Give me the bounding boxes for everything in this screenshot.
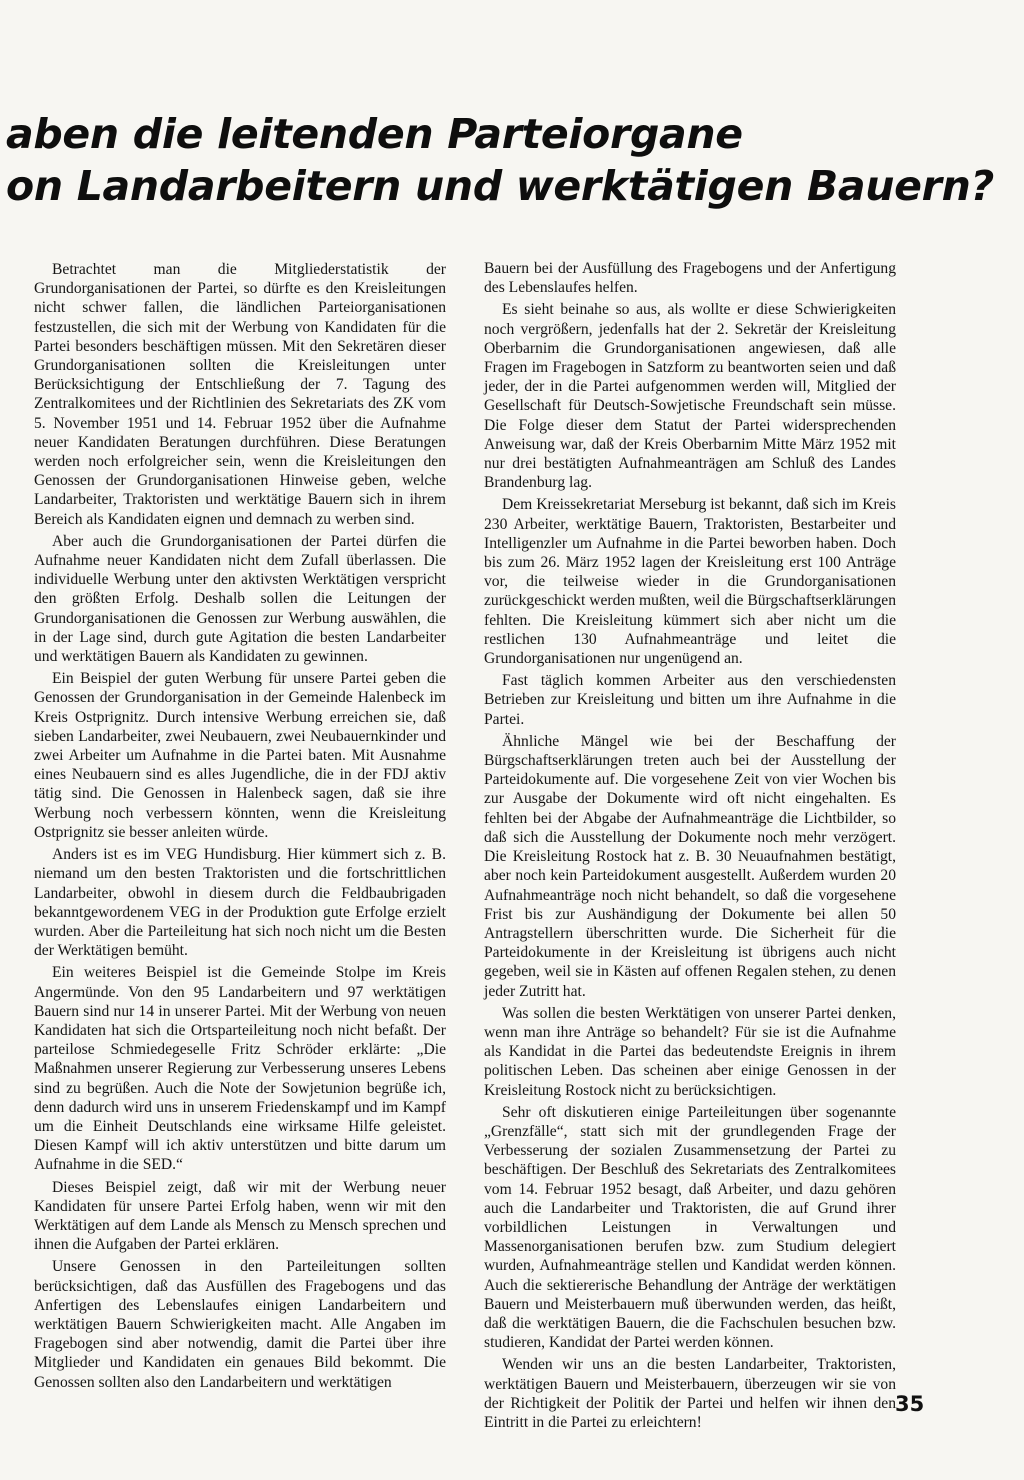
- paragraph: Betrachtet man die Mitgliederstatistik der Grundorganisationen der Partei, so dürfte es den Kreisleitungen nicht schwer fallen, die ländlichen Parteiorganisationen festzustellen, die sich mit der Werbung von Kandidaten für die Partei besonders beschäftigen müssen. Mit den Sekretären dieser Grundorganisationen sollten die Kreisleitungen unter Berücksichtigung der Entschließung der 7. Tagung des Zentralkomitees und der Richtlinien des Sekretariats des ZK vom 5. November 1951 und 14. Februar 1952 über die Aufnahme neuer Kandidaten Beratungen durchführen. Diese Beratungen werden noch erfolgreicher sein, wenn die Kreisleitungen den Genossen der Grundorganisationen Hinweise geben, welche Landarbeiter, Traktoristen und werktätige Bauern sich in ihrem Bereich als Kandidaten eignen und demnach zu werben sind.: [34, 261, 446, 528]
- page-number: 35: [895, 1392, 925, 1416]
- paragraph: Ein weiteres Beispiel ist die Gemeinde Stolpe im Kreis Angermünde. Von den 95 Landarbeitern und 97 werktätigen Bauern sind nur 14 in unserer Partei. Mit der Werbung von neuen Kandidaten hat sich die Ortsparteileitung noch nicht befaßt. Der parteilose Schmiedegeselle Fritz Schröder erklärte: „Die Maßnahmen unserer Regierung zur Verbesserung unseres Lebens sind zu begrüßen. Auch die Note der Sowjetunion begrüße ich, denn dadurch wird uns in unserem Friedenskampf und im Kampf um die Einheit Deutschlands eine wirksame Hilfe geleistet. Diesen Kampf will ich aktiv unterstützen und bitte darum um Aufnahme in die SED.“: [34, 964, 446, 1174]
- paragraph: Es sieht beinahe so aus, als wollte er diese Schwierigkeiten noch vergrößern, jedenfalls hat der 2. Sekretär der Kreisleitung Oberbarnim die Grundorganisationen angewiesen, daß alle Fragen im Fragebogen in Satzform zu beantworten seien und daß jeder, der in die Partei aufgenommen werden will, Mitglied der Gesellschaft für Deutsch-Sowjetische Freundschaft sein müsse. Die Folge dieser dem Statut der Partei widersprechenden Anweisung war, daß der Kreis Oberbarnim Mitte März 1952 mit nur drei bestätigten Aufnahmeanträgen am Schluß des Landes Brandenburg lag.: [484, 301, 896, 492]
- paragraph: Anders ist es im VEG Hundisburg. Hier kümmert sich z. B. niemand um den besten Traktoristen und die fortschrittlichen Landarbeiter, obwohl in diesem durch die Feldbaubrigaden bekanntgewordenem VEG in der Produktion gute Erfolge erzielt wurden. Aber die Parteileitung hat sich noch nicht um die Besten der Werktätigen bemüht.: [34, 846, 446, 960]
- paragraph: Ähnliche Mängel wie bei der Beschaffung der Bürgschaftserklärungen treten auch bei der Ausstellung der Parteidokumente auf. Die vorgesehene Zeit von vier Wochen bis zur Ausgabe der Dokumente wird oft nicht eingehalten. Es fehlten bei der Abgabe der Aufnahmeanträge die Lichtbilder, so daß sich die Ausstellung der Dokumente noch mehr verzögert. Die Kreisleitung Rostock hat z. B. 30 Neuaufnahmen bestätigt, aber noch kein Parteidokument ausgestellt. Außerdem wurden 20 Aufnahmeanträge noch nicht behandelt, so daß die vorgesehene Frist bis zur Aushändigung der Dokumente bei allen 50 Antragstellern überschritten wurde. Die Sicherheit für die Parteidokumente in der Kreisleitung ist übrigens auch nicht gegeben, weil sie in Kästen auf offenen Regalen stehen, zu denen jeder Zutritt hat.: [484, 732, 896, 1000]
- headline-line-2: on Landarbeitern und werktätigen Bauern?: [6, 162, 994, 210]
- paragraph: Sehr oft diskutieren einige Parteileitungen über sogenannte „Grenzfälle“, statt sich mit der grundlegenden Frage der Verbesserung der sozialen Zusammensetzung der Partei zu beschäftigen. Der Beschluß des Sekretariats des Zentralkomitees vom 14. Februar 1952 besagt, daß Arbeiter, und dazu gehören auch die Landarbeiter und Traktoristen, die auf Grund ihrer vorbildlichen Leistungen in Verwaltungen und Massenorganisationen berufen bzw. zum Studium delegiert wurden, Aufnahmeanträge stellen und Kandidat werden können. Auch die sektiererische Behandlung der Anträge der werktätigen Bauern und Meisterbauern muß überwunden werden, das heißt, daß die werktätigen Bauern, die die Fachschulen besuchen bzw. studieren, Kandidat der Partei werden können.: [484, 1103, 896, 1352]
- paragraph: Fast täglich kommen Arbeiter aus den verschiedensten Betrieben zur Kreisleitung und bitten um ihre Aufnahme in die Partei.: [484, 672, 896, 728]
- article-headline: [6, 108, 1016, 212]
- headline-line-1: aben die leitenden Parteiorgane: [6, 110, 743, 158]
- paragraph: Wenden wir uns an die besten Landarbeiter, Traktoristen, werktätigen Bauern und Meisterbauern, überzeugen wir sie von der Richtigkeit der Politik der Partei und helfen wir ihnen den Eintritt in die Partei zu erleichtern!: [484, 1356, 896, 1431]
- left-column: [34, 260, 446, 1395]
- paragraph-continuation: Bauern bei der Ausfüllung des Fragebogens und der Anfertigung des Lebenslaufes helfen.: [484, 260, 896, 297]
- paragraph: Unsere Genossen in den Parteileitungen sollten berücksichtigen, daß das Ausfüllen des Fragebogens und das Anfertigen des Lebenslaufes einigen Landarbeitern und werktätigen Bauern Schwierigkeiten macht. Alle Angaben im Fragebogen sind aber notwendig, damit die Partei über ihre Mitglieder und Kandidaten ein genaues Bild bekommt. Die Genossen sollten also den Landarbeitern und werktätigen: [34, 1258, 446, 1391]
- paragraph: Ein Beispiel der guten Werbung für unsere Partei geben die Genossen der Grundorganisation in der Gemeinde Halenbeck im Kreis Ostprignitz. Durch intensive Werbung erreichen sie, daß sieben Landarbeiter, zwei Neubauern, zwei Neubauernkinder und zwei Arbeiter um Aufnahme in die Partei baten. Mit Ausnahme eines Neubauern sind es alles Jugendliche, die in der FDJ aktiv tätig sind. Die Genossen in Halenbeck sagen, daß sie ihre Werbung noch verbessern könnten, wenn die Kreisleitung Ostprignitz sie besser anleiten würde.: [34, 670, 446, 841]
- paragraph: Dieses Beispiel zeigt, daß wir mit der Werbung neuer Kandidaten für unsere Partei Erfolg haben, wenn wir mit den Werktätigen auf dem Lande als Mensch zu Mensch sprechen und ihnen die Aufgaben der Partei erklären.: [34, 1178, 446, 1254]
- paragraph: Aber auch die Grundorganisationen der Partei dürfen die Aufnahme neuer Kandidaten nicht dem Zufall überlassen. Die individuelle Werbung unter den aktivsten Werktätigen verspricht den größten Erfolg. Deshalb sollen die Leitungen der Grundorganisationen die Genossen zur Werbung auswählen, die in der Lage sind, durch gute Agitation die besten Landarbeiter und werktätigen Bauern als Kandidaten zu gewinnen.: [34, 532, 446, 666]
- right-column: [484, 259, 896, 1435]
- paragraph: Dem Kreissekretariat Merseburg ist bekannt, daß sich im Kreis 230 Arbeiter, werktätige Bauern, Traktoristen, Bestarbeiter und Intelligenzler um Aufnahme in die Partei beworben haben. Doch bis zum 26. März 1952 lagen der Kreisleitung erst 100 Anträge vor, die teilweise wieder in die Grundorganisationen zurückgeschickt werden mußten, weil die Bürgschaftserklärungen fehlten. Die Kreisleitung kümmert sich aber nicht um die restlichen 130 Aufnahmeanträge und leitet die Grundorganisationen nur ungenügend an.: [484, 496, 896, 668]
- paragraph: Was sollen die besten Werktätigen von unserer Partei denken, wenn man ihre Anträge so behandelt? Für sie ist die Aufnahme als Kandidat in die Partei das bedeutendste Ereignis in ihrem politischen Leben. Das scheinen aber einige Genossen in der Kreisleitung Rostock nicht zu berücksichtigen.: [484, 1004, 896, 1099]
